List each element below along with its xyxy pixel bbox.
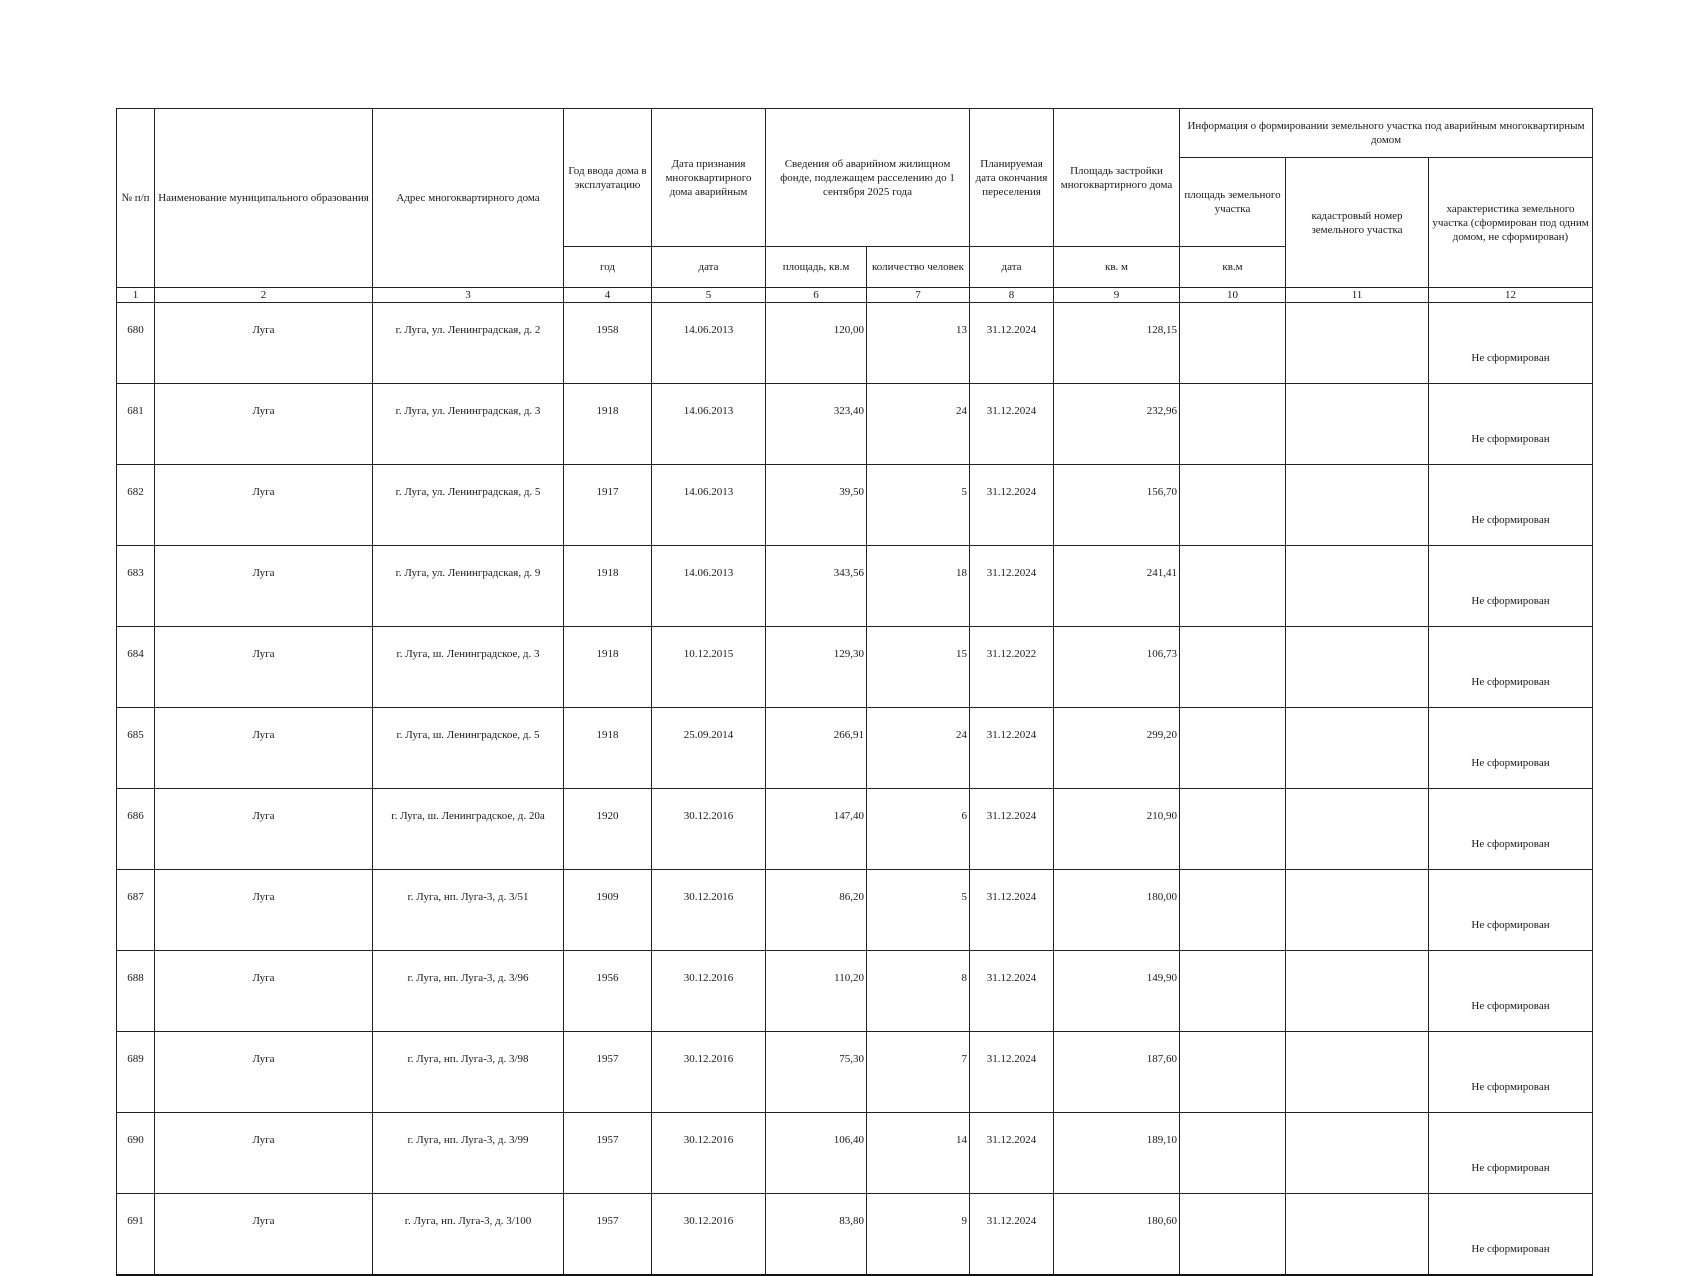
emergency-area-cell: 83,80 (766, 1194, 867, 1276)
table-row (117, 627, 1593, 708)
commission-year-cell: 1957 (564, 1113, 652, 1194)
land-area-cell (1180, 303, 1286, 384)
land-status-cell: Не сформирован (1429, 627, 1593, 708)
address-cell: г. Луга, нп. Луга-3, д. 3/98 (373, 1032, 564, 1113)
planned-date-cell: 31.12.2024 (970, 546, 1054, 627)
table-row (117, 870, 1593, 951)
emergency-area-cell: 110,20 (766, 951, 867, 1032)
planned-date-cell: 31.12.2024 (970, 1194, 1054, 1276)
municipality-cell: Луга (155, 951, 373, 1032)
emergency-area-cell: 147,40 (766, 789, 867, 870)
column-number: 2 (155, 288, 373, 303)
cadastral-number-cell (1286, 1032, 1429, 1113)
cadastral-number-cell (1286, 384, 1429, 465)
unit-footprint-sqm: кв. м (1054, 247, 1180, 288)
commission-year-cell: 1956 (564, 951, 652, 1032)
municipality-cell: Луга (155, 303, 373, 384)
table-body (117, 303, 1593, 1276)
emergency-date-cell: 10.12.2015 (652, 627, 766, 708)
emergency-area-cell: 39,50 (766, 465, 867, 546)
people-count-cell: 6 (867, 789, 970, 870)
land-status-cell: Не сформирован (1429, 951, 1593, 1032)
emergency-area-cell: 106,40 (766, 1113, 867, 1194)
column-number: 3 (373, 288, 564, 303)
address-cell: г. Луга, нп. Луга-3, д. 3/96 (373, 951, 564, 1032)
table-row (117, 546, 1593, 627)
land-status-cell: Не сформирован (1429, 1194, 1593, 1276)
people-count-cell: 24 (867, 708, 970, 789)
cadastral-number-cell (1286, 870, 1429, 951)
footprint-area-cell: 106,73 (1054, 627, 1180, 708)
row-number: 681 (117, 384, 155, 465)
row-number: 689 (117, 1032, 155, 1113)
address-cell: г. Луга, ш. Ленинградское, д. 5 (373, 708, 564, 789)
row-number: 682 (117, 465, 155, 546)
emergency-housing-table-sheet (116, 108, 1592, 1276)
land-area-cell (1180, 708, 1286, 789)
footprint-area-cell: 189,10 (1054, 1113, 1180, 1194)
column-number: 7 (867, 288, 970, 303)
footprint-area-cell: 128,15 (1054, 303, 1180, 384)
row-number: 680 (117, 303, 155, 384)
commission-year-cell: 1909 (564, 870, 652, 951)
footprint-area-cell: 232,96 (1054, 384, 1180, 465)
emergency-area-cell: 86,20 (766, 870, 867, 951)
planned-date-cell: 31.12.2024 (970, 303, 1054, 384)
table-header (117, 109, 1593, 303)
planned-date-cell: 31.12.2024 (970, 384, 1054, 465)
cadastral-number-cell (1286, 1194, 1429, 1276)
commission-year-cell: 1918 (564, 546, 652, 627)
municipality-cell: Луга (155, 384, 373, 465)
header-commission-year: Год ввода дома в эксплуатацию (564, 109, 652, 247)
people-count-cell: 5 (867, 870, 970, 951)
land-area-cell (1180, 1194, 1286, 1276)
planned-date-cell: 31.12.2024 (970, 789, 1054, 870)
column-number: 1 (117, 288, 155, 303)
people-count-cell: 24 (867, 384, 970, 465)
address-cell: г. Луга, нп. Луга-3, д. 3/99 (373, 1113, 564, 1194)
people-count-cell: 15 (867, 627, 970, 708)
planned-date-cell: 31.12.2022 (970, 627, 1054, 708)
emergency-date-cell: 14.06.2013 (652, 465, 766, 546)
table-row (117, 1113, 1593, 1194)
land-area-cell (1180, 465, 1286, 546)
row-number: 691 (117, 1194, 155, 1276)
land-status-cell: Не сформирован (1429, 546, 1593, 627)
municipality-cell: Луга (155, 1113, 373, 1194)
emergency-date-cell: 30.12.2016 (652, 1194, 766, 1276)
planned-date-cell: 31.12.2024 (970, 951, 1054, 1032)
planned-date-cell: 31.12.2024 (970, 870, 1054, 951)
commission-year-cell: 1957 (564, 1032, 652, 1113)
row-number: 687 (117, 870, 155, 951)
emergency-area-cell: 129,30 (766, 627, 867, 708)
column-number: 5 (652, 288, 766, 303)
header-emergency-date: Дата признания многоквартирного дома аварийным (652, 109, 766, 247)
people-count-cell: 9 (867, 1194, 970, 1276)
header-planned-resettlement-date: Планируемая дата окончания переселения (970, 109, 1054, 247)
planned-date-cell: 31.12.2024 (970, 1113, 1054, 1194)
commission-year-cell: 1917 (564, 465, 652, 546)
cadastral-number-cell (1286, 303, 1429, 384)
emergency-housing-table (116, 108, 1593, 1276)
unit-area-sqm: площадь, кв.м (766, 247, 867, 288)
header-cadastral-number: кадастровый номер земельного участка (1286, 158, 1429, 288)
row-number: 686 (117, 789, 155, 870)
people-count-cell: 5 (867, 465, 970, 546)
header-row-number: № п/п (117, 109, 155, 288)
planned-date-cell: 31.12.2024 (970, 708, 1054, 789)
emergency-date-cell: 30.12.2016 (652, 789, 766, 870)
table-row (117, 708, 1593, 789)
emergency-date-cell: 14.06.2013 (652, 384, 766, 465)
municipality-cell: Луга (155, 546, 373, 627)
emergency-area-cell: 343,56 (766, 546, 867, 627)
address-cell: г. Луга, ул. Ленинградская, д. 5 (373, 465, 564, 546)
footprint-area-cell: 156,70 (1054, 465, 1180, 546)
municipality-cell: Луга (155, 1194, 373, 1276)
footprint-area-cell: 187,60 (1054, 1032, 1180, 1113)
land-status-cell: Не сформирован (1429, 1113, 1593, 1194)
header-land-area: площадь земельного участка (1180, 158, 1286, 247)
commission-year-cell: 1918 (564, 384, 652, 465)
table-row (117, 465, 1593, 546)
footprint-area-cell: 149,90 (1054, 951, 1180, 1032)
row-number: 690 (117, 1113, 155, 1194)
header-land-characteristic: характеристика земельного участка (сформирован под одним домом, не сформирован) (1429, 158, 1593, 288)
municipality-cell: Луга (155, 1032, 373, 1113)
commission-year-cell: 1918 (564, 708, 652, 789)
unit-year: год (564, 247, 652, 288)
column-number: 12 (1429, 288, 1593, 303)
unit-land-sqm: кв.м (1180, 247, 1286, 288)
emergency-date-cell: 14.06.2013 (652, 303, 766, 384)
emergency-date-cell: 30.12.2016 (652, 951, 766, 1032)
cadastral-number-cell (1286, 951, 1429, 1032)
address-cell: г. Луга, ш. Ленинградское, д. 3 (373, 627, 564, 708)
header-building-footprint-area: Площадь застройки многоквартирного дома (1054, 109, 1180, 247)
land-status-cell: Не сформирован (1429, 789, 1593, 870)
footprint-area-cell: 180,60 (1054, 1194, 1180, 1276)
unit-people-count: количество человек (867, 247, 970, 288)
table-row (117, 1032, 1593, 1113)
commission-year-cell: 1918 (564, 627, 652, 708)
column-number: 6 (766, 288, 867, 303)
footprint-area-cell: 180,00 (1054, 870, 1180, 951)
row-number: 684 (117, 627, 155, 708)
land-area-cell (1180, 627, 1286, 708)
municipality-cell: Луга (155, 708, 373, 789)
commission-year-cell: 1957 (564, 1194, 652, 1276)
land-status-cell: Не сформирован (1429, 303, 1593, 384)
people-count-cell: 13 (867, 303, 970, 384)
land-status-cell: Не сформирован (1429, 465, 1593, 546)
address-cell: г. Луга, ш. Ленинградское, д. 20а (373, 789, 564, 870)
land-area-cell (1180, 789, 1286, 870)
municipality-cell: Луга (155, 870, 373, 951)
address-cell: г. Луга, нп. Луга-3, д. 3/51 (373, 870, 564, 951)
table-row (117, 303, 1593, 384)
emergency-area-cell: 75,30 (766, 1032, 867, 1113)
emergency-date-cell: 30.12.2016 (652, 870, 766, 951)
table-row (117, 1194, 1593, 1276)
emergency-date-cell: 14.06.2013 (652, 546, 766, 627)
land-area-cell (1180, 1032, 1286, 1113)
municipality-cell: Луга (155, 789, 373, 870)
header-land-plot-info: Информация о формировании земельного участка под аварийным многоквартирным домом (1180, 109, 1593, 158)
table-row (117, 789, 1593, 870)
column-number: 9 (1054, 288, 1180, 303)
emergency-area-cell: 120,00 (766, 303, 867, 384)
address-cell: г. Луга, нп. Луга-3, д. 3/100 (373, 1194, 564, 1276)
land-status-cell: Не сформирован (1429, 384, 1593, 465)
footprint-area-cell: 241,41 (1054, 546, 1180, 627)
emergency-date-cell: 30.12.2016 (652, 1032, 766, 1113)
emergency-date-cell: 30.12.2016 (652, 1113, 766, 1194)
address-cell: г. Луга, ул. Ленинградская, д. 2 (373, 303, 564, 384)
land-area-cell (1180, 870, 1286, 951)
column-number: 11 (1286, 288, 1429, 303)
table-row (117, 951, 1593, 1032)
column-number: 8 (970, 288, 1054, 303)
unit-date: дата (652, 247, 766, 288)
commission-year-cell: 1920 (564, 789, 652, 870)
footprint-area-cell: 210,90 (1054, 789, 1180, 870)
footprint-area-cell: 299,20 (1054, 708, 1180, 789)
cadastral-number-cell (1286, 546, 1429, 627)
land-area-cell (1180, 384, 1286, 465)
land-status-cell: Не сформирован (1429, 708, 1593, 789)
people-count-cell: 18 (867, 546, 970, 627)
land-status-cell: Не сформирован (1429, 870, 1593, 951)
header-emergency-fund-info: Сведения об аварийном жилищном фонде, подлежащем расселению до 1 сентября 2025 года (766, 109, 970, 247)
table-row (117, 384, 1593, 465)
people-count-cell: 14 (867, 1113, 970, 1194)
address-cell: г. Луга, ул. Ленинградская, д. 3 (373, 384, 564, 465)
column-number: 4 (564, 288, 652, 303)
planned-date-cell: 31.12.2024 (970, 465, 1054, 546)
municipality-cell: Луга (155, 627, 373, 708)
planned-date-cell: 31.12.2024 (970, 1032, 1054, 1113)
emergency-area-cell: 323,40 (766, 384, 867, 465)
cadastral-number-cell (1286, 1113, 1429, 1194)
cadastral-number-cell (1286, 708, 1429, 789)
unit-planned-date: дата (970, 247, 1054, 288)
commission-year-cell: 1958 (564, 303, 652, 384)
row-number: 685 (117, 708, 155, 789)
land-area-cell (1180, 1113, 1286, 1194)
column-number: 10 (1180, 288, 1286, 303)
row-number: 683 (117, 546, 155, 627)
cadastral-number-cell (1286, 465, 1429, 546)
cadastral-number-cell (1286, 627, 1429, 708)
emergency-area-cell: 266,91 (766, 708, 867, 789)
land-area-cell (1180, 546, 1286, 627)
land-area-cell (1180, 951, 1286, 1032)
municipality-cell: Луга (155, 465, 373, 546)
header-municipality: Наименование муниципального образования (155, 109, 373, 288)
row-number: 688 (117, 951, 155, 1032)
column-number-row (117, 288, 1593, 303)
land-status-cell: Не сформирован (1429, 1032, 1593, 1113)
emergency-date-cell: 25.09.2014 (652, 708, 766, 789)
cadastral-number-cell (1286, 789, 1429, 870)
header-address: Адрес многоквартирного дома (373, 109, 564, 288)
people-count-cell: 7 (867, 1032, 970, 1113)
people-count-cell: 8 (867, 951, 970, 1032)
address-cell: г. Луга, ул. Ленинградская, д. 9 (373, 546, 564, 627)
